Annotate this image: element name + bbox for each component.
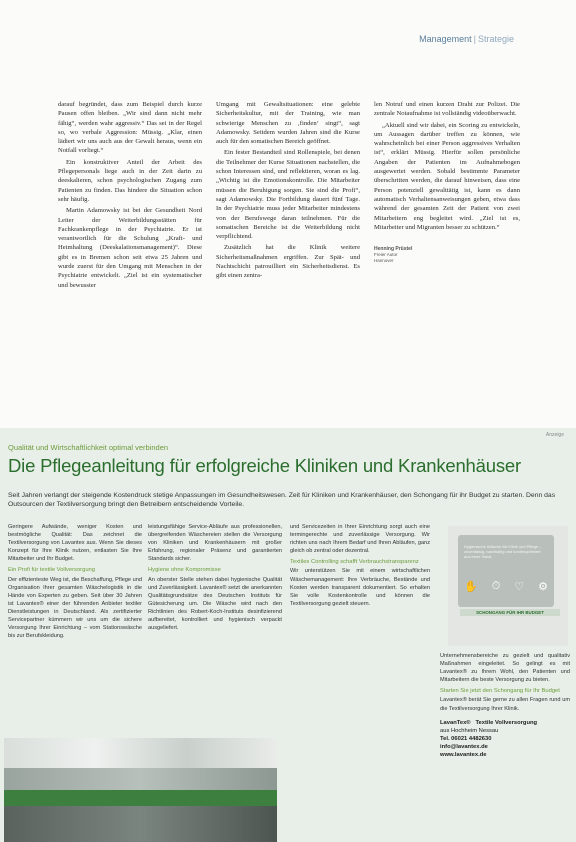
ad-paragraph: An oberster Stelle stehen dabei hygienische Qualität und Zuverlässigkeit. Lavantex® setzt die anerkannten Qualitätsgrundsätze des Deutschen Instituts für Gütesicherung um. Die Wäsche wird nach den Richtlinien des Robert-Koch-Instituts desinfizierend aufbereitet, kontrolliert und hygienisch verpackt ausgeliefert. <box>148 576 282 632</box>
section-label: Management <box>419 34 472 44</box>
paragraph: len Notruf und einen kurzen Draht zur Polizei. Die zentrale Notaufnahme ist vollständig videoüberwacht. <box>374 101 520 118</box>
ad-column-3 <box>290 523 430 838</box>
contact-phone: Tel. 06021 4482630 <box>440 735 492 742</box>
ad-subheading: Textiles Controlling schafft Verbrauchstransparenz <box>290 559 419 566</box>
ad-kicker: Qualität und Wirtschaftlichkeit optimal verbinden <box>8 443 169 452</box>
page-header <box>419 34 514 44</box>
contact-email[interactable]: info@lavantex.de <box>440 743 488 750</box>
author-role: Freier Autor <box>374 252 398 258</box>
ad-paragraph: Lavantex® berät Sie gerne zu allen Fragen rund um die Textilversorgung Ihrer Klinik. <box>440 697 570 712</box>
ad-paragraph: Wir unterstützen Sie mit einem wirtschaftlichen Wäschemanagement: Ihre Verbräuche, Bestände und Kosten werden transparent dokumentiert. So erhalten Sie volle Kostenkontrolle und können die Textilversorgung gezielt steuern. <box>290 568 430 607</box>
gear-icon: ⚙ <box>538 581 548 593</box>
ad-subheading: Ein Profi für textile Vollversorgung <box>8 567 95 574</box>
author-block <box>374 246 520 264</box>
header-separator: | <box>473 34 476 44</box>
ad-column-1 <box>8 523 142 735</box>
ad-subheading: Starten Sie jetzt den Schongang für Ihr Budget <box>440 688 560 695</box>
paragraph: Umgang mit Gewaltsituationen: eine gelebte Sicherheitskultur, mit der Training, wie man schwierige Menschen zu ‚finden‘ singt“, sagt Adamowsky. Seitdem wurden Jahren sind die Kurse auch für den somatischen Bereich geöffnet. <box>216 101 360 146</box>
article-column-3 <box>374 100 520 264</box>
heart-icon: ♡ <box>514 581 525 593</box>
subsection-label: Strategie <box>477 34 514 44</box>
paragraph: Ein fester Bestandteil sind Rollenspiele, bei denen die Teilnehmer der Kurse Situationen nachstellen, die schon Interessen sind, und reflektieren, woran es lag. „Wichtig ist die Emotionskontrolle. Die Mitarbeiter müssen die Beruhigung sorgen. Sie sind die Profi“, sagt Adamowsky. Die Fortbildung dauert fünf Tage. In der Psychiatrie muss jeder Mitarbeiter mindestens von der Berufswege daran teilnehmen. Für die somatischen Bereiche ist die Weiterbildung nicht verpflichtend. <box>216 149 360 241</box>
ad-paragraph: Geringere Aufwände, weniger Kosten und bestmögliche Qualität: Das zeichnet die Textilversorgung von Lavantex aus. Wenn Sie dieses Konzept für Ihre Klinik nutzen, entlasten Sie Ihre Mitarbeiter und Ihr Budget. <box>8 524 142 563</box>
brand-description: Textile Vollversorgung <box>475 719 538 726</box>
ad-tag: Anzeige <box>545 432 564 438</box>
paragraph: darauf begründet, dass zum Beispiel durch kurze Pausen offen bleiben. „Wir sind dann nicht mehr fähig“, werden wahr aggressiv.“ Das sei in der Regel so, wo verbale Aggression: Müssig. „Klar, einen lädiert wir uns auch aus der Gewalt heraus, wenn ein Notfall vorliegt.“ <box>58 101 202 155</box>
timer-icon: ⏱ <box>491 580 501 592</box>
ad-paragraph: Der effizienteste Weg ist, die Beschaffung, Pflege und Organisation Ihrer gesamten Wäschelogistik in die Hände von Experten zu geben. Seit über 30 Jahren ist Lavantex® einer der führenden Anbieter textiler Dienstleistungen in Deutschland. Als zertifizierter Servicepartner kümmern wir uns um die sichere Versorgung Ihrer Einrichtung – vom Stationswäsche bis zur Berufskleidung. <box>8 576 142 640</box>
brand-city: aus Hochheim Nessau <box>440 727 499 734</box>
ad-lead: Seit Jahren verlangt der steigende Kostendruck stetige Anpassungen im Gesundheitswesen. Zeit für Kliniken und Krankenhäuser, den Schongang für ihr Budget zu starten. Denn das Outsourcen der Textilversorgung bringt den Betreibern entscheidende Vorteile. <box>8 492 556 509</box>
article-column-2 <box>216 100 360 283</box>
paragraph: Martin Adamowsky ist bei der Gesundheit Nord Leiter der Weiterbildungsstätten für Fachkrankenpflege in der Psychiatrie. Er ist verantwortlich für die Schulung „Kraft- und Heimhaltung (Deeskalationsmanagement)“. Diese gibt es in Bremen schon seit etwa 25 Jahren und wurde zuerst für den Umgang mit Menschen in der Psychiatrie entwickelt. „Ziel ist ein systematischer und bewusster <box>58 207 202 289</box>
laundry-photo <box>4 738 277 842</box>
article-column-1 <box>58 100 202 292</box>
hand-icon: ✋ <box>464 581 478 593</box>
paragraph: Zusätzlich hat die Klinik weitere Sicherheitsmaßnahmen ergriffen. Zur Spät- und Nachtschicht patrouilliert ein Sicherheitsdienst. Es gibt einen zentra- <box>216 244 360 280</box>
ad-headline: Die Pflegeanleitung für erfolgreiche Kliniken und Krankenhäuser <box>8 455 521 476</box>
ad-subheading: Hygiene ohne Kompromisse <box>148 567 221 574</box>
contact-block <box>440 719 570 759</box>
product-text: Hygienische Wäsche für Klinik und Pflege – zuverlässig, nachhaltig und kostenoptimiert aus einer Hand. <box>464 544 542 560</box>
contact-website[interactable]: www.lavantex.de <box>440 751 487 758</box>
product-label: SCHONGANG FÜR IHR BUDGET <box>460 609 560 616</box>
ad-column-2 <box>148 523 282 735</box>
author-city: Hannover <box>374 258 394 264</box>
product-package <box>458 535 554 607</box>
brand-name: LavanTex® <box>440 719 471 726</box>
paragraph: Ein konstruktiver Anteil der Arbeit des Pflegepersonals liege auch in der Zeit darin zu deeskalieren, schon psychologischen Zugang zum Patienten zu finden. Das hindere die Situation schon sehr häufig. <box>58 158 202 203</box>
ad-paragraph: leistungsfähige Service-Abläufe aus professionellen, übergreifenden Wäschereien stellen die Versorgung von Kliniken und Krankenhäusern mit großer Erfahrung, regionaler Präsenz und garantierten Standards sicher. <box>148 524 282 563</box>
ad-paragraph: Unternehmensbereiche zu gezielt und qualitativ Maßnahmen eingeleitet. So gelingt es mit Lavantex® zu Ihrem Wohl, den Patienten und Mitarbeitern die beste Versorgung zu bieten. <box>440 653 570 684</box>
paragraph: „Aktuell sind wir dabei, ein Scoring zu entwickeln, um Aussagen darüber treffen zu können, wie wahrscheinlich bei einer Person aggressives Verhalten ist“, erklärt Müssig. Hierfür sollen persönliche Angaben der Patienten im Aufnahmebogen ausgewertet werden. Sobald bestimmte Parameter überschritten werden, die darauf hinweisen, dass eine Person potenziell gewalttätig ist, kann es dann automatisch Verhaltensanweisungen geben, etwa dass während der gesamten Zeit der Patient von zwei Mitarbeitern eng begleitet wird. „Ziel ist es, Mitarbeiter und Migranten besser zu schützen.“ <box>374 121 520 231</box>
author-name: Henning Prüstel <box>374 246 413 253</box>
ad-column-4 <box>440 652 570 759</box>
ad-paragraph: und Servicezeiten in Ihrer Einrichtung sorgt auch eine termingerechte und zuverlässige Versorgung. Wir richten uns nach Ihrem Bedarf und Ihren Abläufen, ganz gleich ob zentral oder dezentral. <box>290 524 430 555</box>
product-icons <box>464 580 548 593</box>
